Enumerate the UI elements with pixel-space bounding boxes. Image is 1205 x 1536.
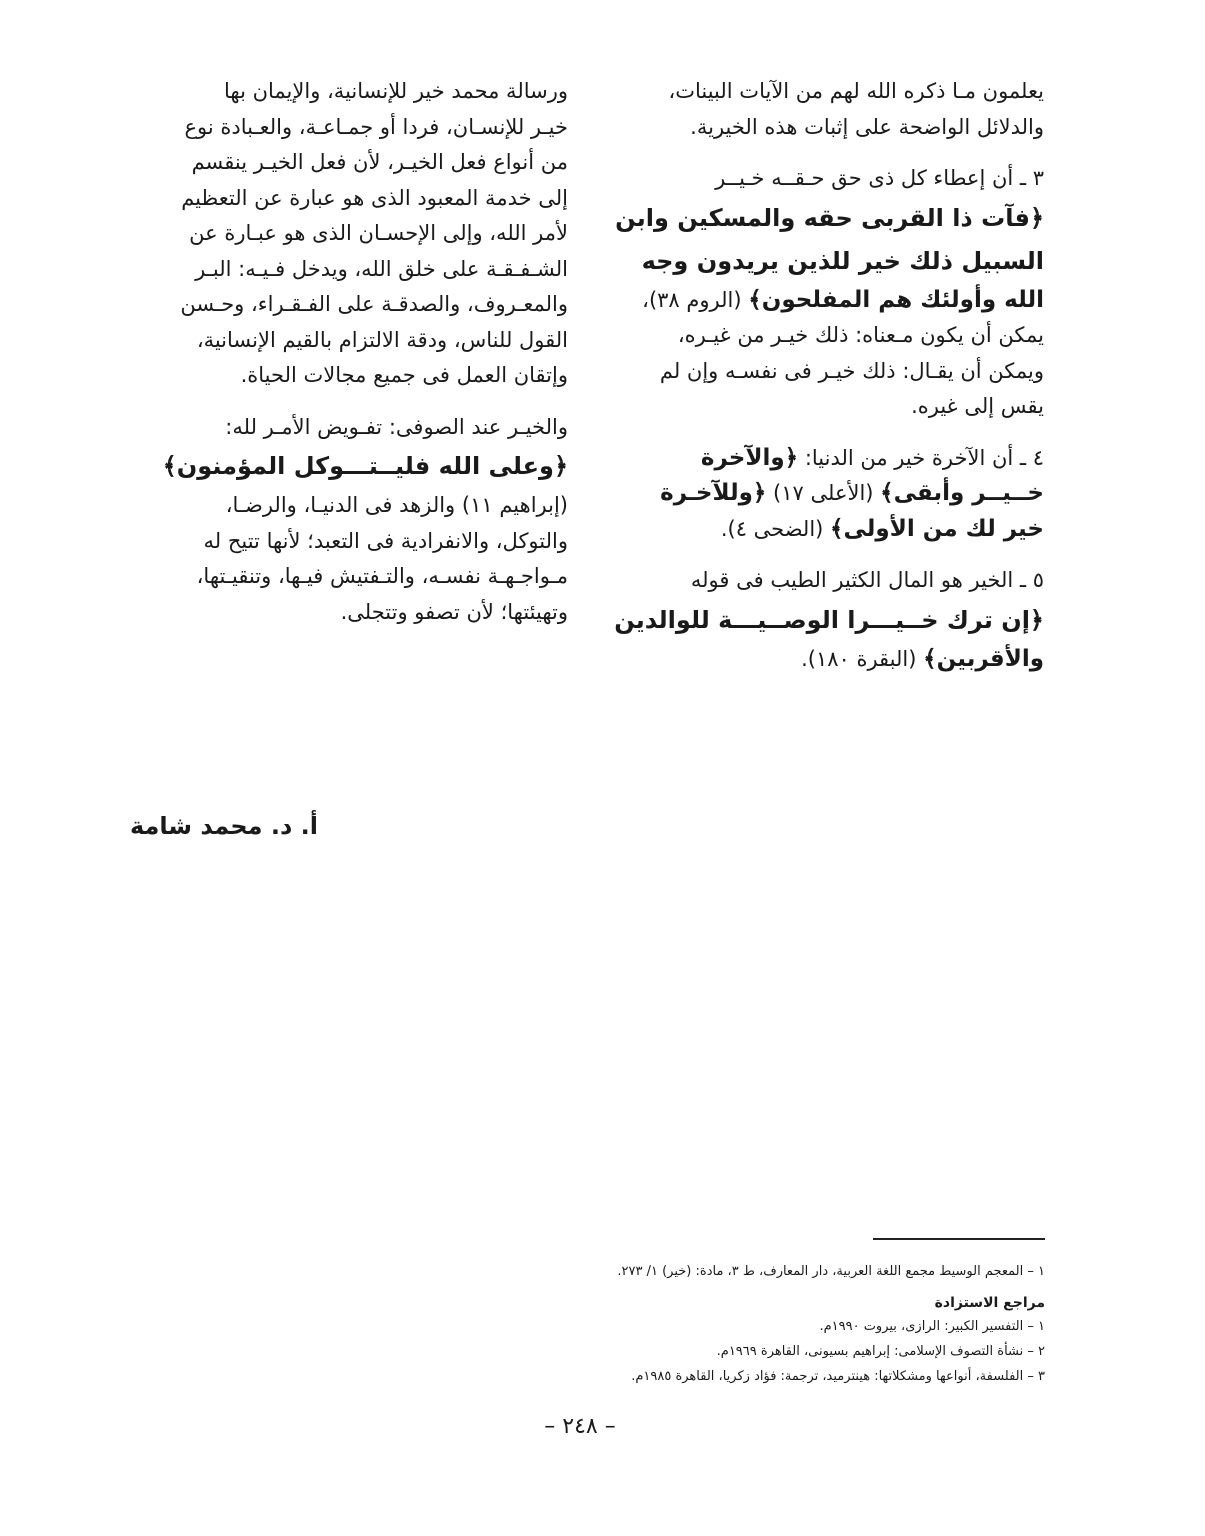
text-line: يقس إلى غيره. [911, 394, 1044, 418]
reference-item: ٣ – الفلسفة، أنواعها ومشكلاتها: هينترميد، ترجمة: فؤاد زكريا، القاهرة ١٩٨٥م. [631, 1369, 1045, 1384]
text-line: إلى خدمة المعبود الذى هو عبارة عن التعظيم [181, 185, 568, 210]
text-line: (إبراهيم ١١) والزهد فى الدنيـا، والرضـا، [225, 493, 568, 517]
text-line: ويمكن أن يقـال: ذلك خيـر فى نفسـه وإن لم [659, 358, 1044, 383]
right-column [612, 74, 1044, 677]
item-4-line [612, 441, 1044, 477]
text-line: وتهيئتها؛ لأن تصفو وتتجلى. [340, 599, 568, 624]
text-line: والتوكل، والانفرادية فى التعبد؛ لأنها تتيح له [203, 528, 568, 553]
author-name: أ. د. محمد شامة [130, 812, 318, 840]
quote-reference: (الروم ٣٨)، [642, 287, 749, 312]
page-number: – ٢٤٨ – [544, 1414, 616, 1439]
quran-quote-line: السبيل ذلك خير للذين يريدون وجه [641, 246, 1044, 275]
quran-quote-line: ﴿فآت ذا القربى حقه والمسكين وابن [615, 203, 1044, 232]
item-4-line [612, 512, 1044, 548]
text-line: يمكن أن يكون مـعناه: ذلك خيـر من غيـره، [677, 323, 1044, 347]
text-line: من أنواع فعل الخيـر، لأن فعل الخيـر ينقسم [191, 150, 568, 174]
text-line: مـواجـهـة نفسـه، والتـفتيش فيـها، وتنقيـتها، [196, 564, 568, 588]
quran-quote: الله وأولئك هم المفلحون﴾ [748, 286, 1044, 313]
reference-item: ١ – التفسير الكبير: الرازى، بيروت ١٩٩٠م. [819, 1319, 1045, 1334]
text-line: القول للناس، ودقة الالتزام بالقيم الإنسانية، [196, 327, 568, 352]
quran-quote: ﴿وللآخـرة [660, 480, 767, 506]
footnotes-section [530, 1238, 1045, 1389]
text-line: خيـر للإنسـان، فردا أو جمـاعـة، والعـبادة نوع [184, 114, 568, 139]
quran-quote: خــيــر وأبقى﴾ [880, 480, 1044, 506]
quote-reference: (الضحى ٤). [720, 516, 831, 541]
quran-quote: خير لك من الأولى﴾ [830, 515, 1044, 542]
references-title: مراجع الاستزادة [934, 1295, 1045, 1311]
footnote: ١ – المعجم الوسيط مجمع اللغة العربية، دار المعارف، ط ٣، مادة: (خير) ١/ ٢٧٣. [617, 1264, 1045, 1279]
item-5-intro: ٥ ـ الخير هو المال الكثير الطيب فى قوله [690, 568, 1044, 592]
reference-item: ٢ – نشأة التصوف الإسلامى: إبراهيم بسيونى، القاهرة ١٩٦٩م. [716, 1344, 1045, 1359]
quran-quote: ﴿والآخرة [700, 444, 799, 471]
quran-quote-line [612, 642, 1044, 678]
text-line: يعلمون مـا ذكره الله لهم من الآيات البينات، [668, 79, 1044, 103]
text-line: لأمر الله، وإلى الإحسـان الذى هو عبـارة عن [189, 221, 568, 245]
text-line: والمعـروف، والصدقـة على الفـقـراء، وحـسن [180, 292, 568, 316]
sufi-intro: والخيـر عند الصوفى: تفـويض الأمـر لله: [225, 414, 568, 439]
quran-quote-line [612, 283, 1044, 319]
text-line: الشـفـقـة على خلق الله، ويدخل فـيـه: البـر [195, 256, 568, 281]
quote-reference: (الأعلى ١٧) [766, 481, 881, 505]
item-3-intro: ٣ ـ أن إعطاء كل ذى حق حـقــه خـيــر [715, 166, 1044, 190]
quran-quote-line: ﴿إن ترك خــيـــرا الوصــيـــة للوالدين [614, 605, 1044, 634]
text-line: ورسالة محمد خير للإنسانية، والإيمان بها [224, 79, 568, 103]
item-4-line [612, 476, 1044, 512]
text-line: وإتقان العمل فى جميع مجالات الحياة. [240, 363, 568, 387]
item-4-intro: ٤ ـ أن الآخرة خير من الدنيا: [798, 445, 1044, 470]
left-column [128, 74, 568, 630]
quote-reference: (البقرة ١٨٠). [801, 646, 924, 671]
quran-quote: والأقربين﴾ [923, 645, 1044, 672]
quran-quote-line: ﴿وعلى الله فليــتـــوكل المؤمنون﴾ [162, 452, 568, 480]
text-line: والدلائل الواضحة على إثبات هذه الخيرية. [690, 114, 1044, 139]
footnote-divider [873, 1238, 1045, 1240]
